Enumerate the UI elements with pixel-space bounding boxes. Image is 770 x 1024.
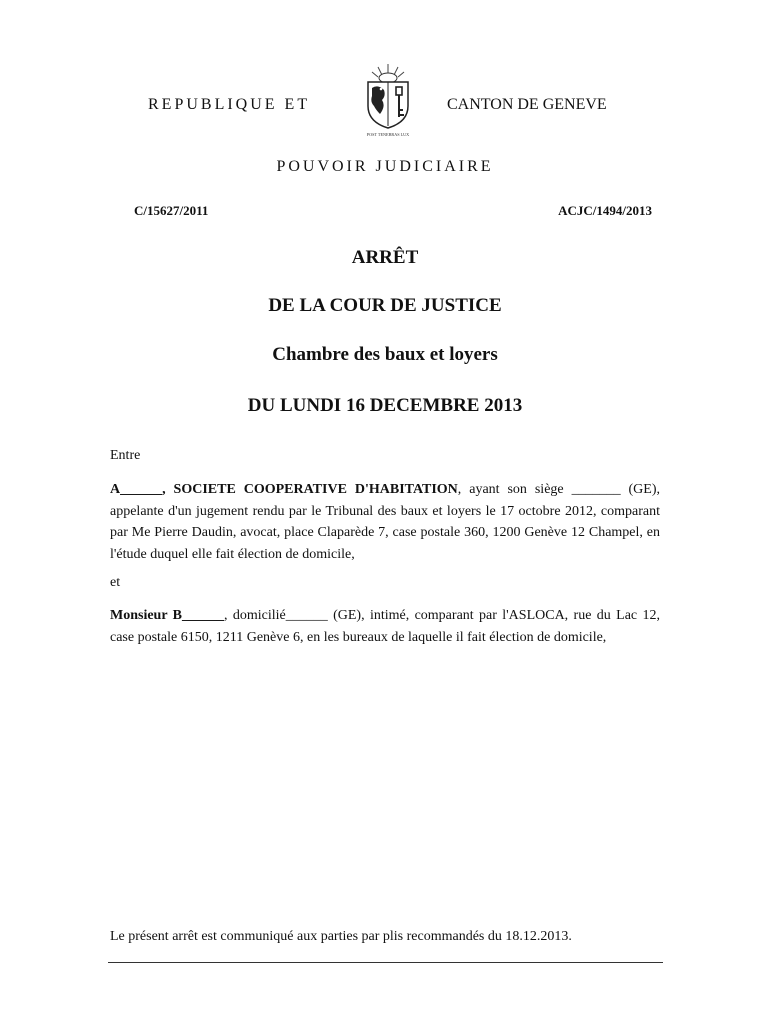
party-a-details: , ayant son siège _______ (GE), appelante d'un jugement rendu par le Tribunal des baux et loyers le 17 octobre 2012, comparant par Me Pierre Daudin, avocat, place Claparède 7, case postale 360, 1200 Genève 12 Champel, en l'étude duquel elle fait élection de domicile,: [110, 482, 660, 562]
header-canton: CANTON DE GENEVE: [447, 96, 607, 113]
crest-motto: POST TENEBRAS LUX: [366, 132, 410, 137]
title-date: DU LUNDI 16 DECEMBRE 2013: [247, 395, 523, 416]
title-chamber: Chambre des baux et loyers: [272, 344, 498, 365]
party-b-paragraph: [110, 605, 660, 648]
geneva-crest-icon: [360, 62, 416, 138]
case-number: C/15627/2011: [134, 203, 209, 218]
entre-label: Entre: [110, 448, 141, 463]
footer-divider: [108, 962, 663, 963]
party-b-details: , domicilié______ (GE), intimé, comparant par l'ASLOCA, rue du Lac 12, case postale 6150, 1211 Genève 6, en les bureaux de laquelle il fait élection de domicile,: [110, 608, 660, 645]
communication-notice: Le présent arrêt est communiqué aux parties par plis recommandés du 18.12.2013.: [110, 929, 572, 944]
et-label: et: [110, 575, 121, 590]
title-arret: ARRÊT: [351, 247, 419, 268]
header-subtitle: POUVOIR JUDICIAIRE: [276, 158, 494, 175]
party-b-name: Monsieur B______: [110, 608, 224, 623]
header-republique: REPUBLIQUE ET: [148, 96, 311, 113]
title-court: DE LA COUR DE JUSTICE: [268, 295, 502, 316]
decision-number: ACJC/1494/2013: [558, 203, 652, 218]
party-a-paragraph: [110, 479, 660, 565]
party-a-name: A______, SOCIETE COOPERATIVE D'HABITATION: [110, 482, 458, 497]
